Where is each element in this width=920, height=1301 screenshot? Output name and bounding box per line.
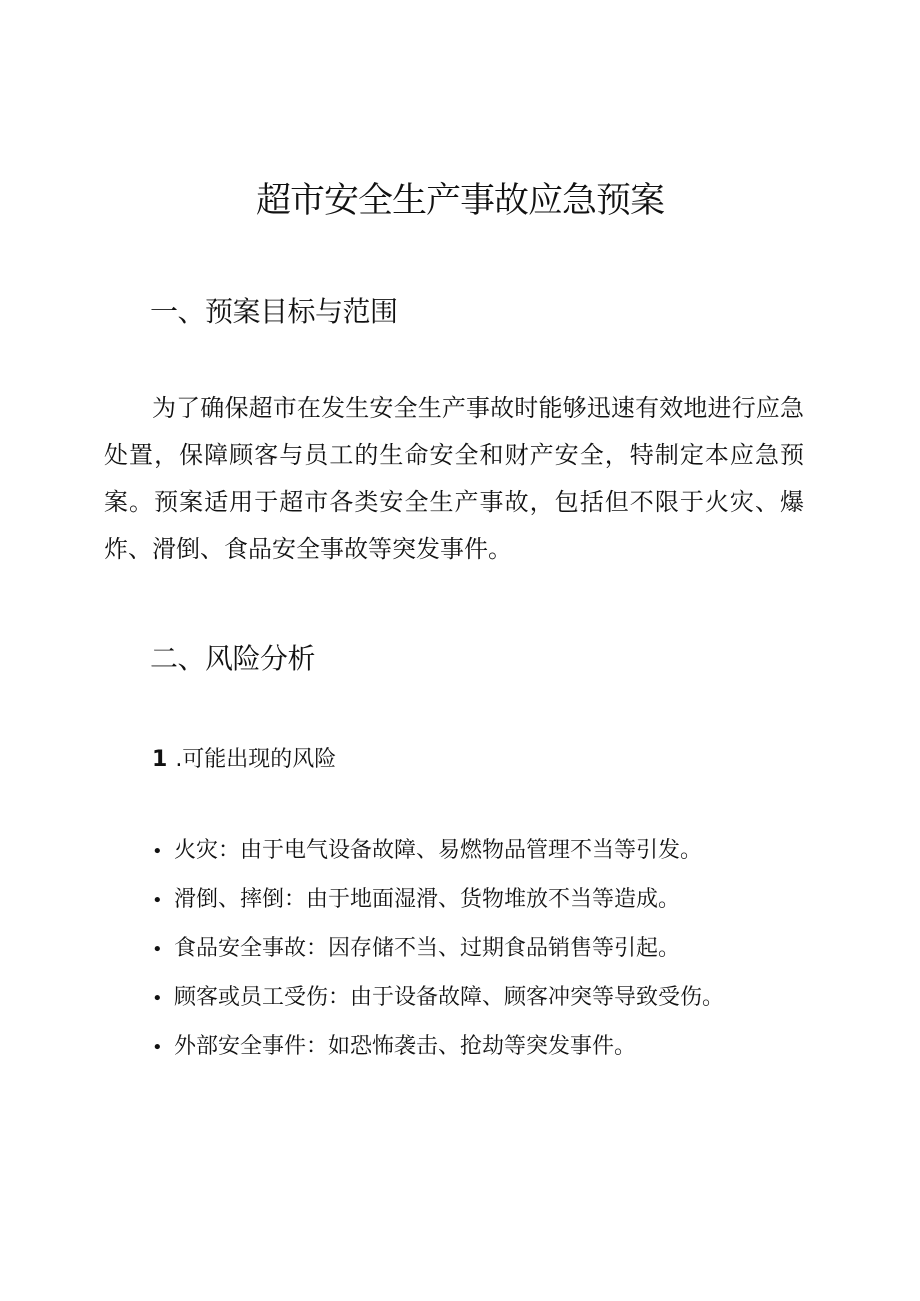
risk-item-text: 外部安全事件：如恐怖袭击、抢劫等突发事件。 bbox=[174, 1034, 637, 1059]
risk-item-text: 食品安全事故：因存储不当、过期食品销售等引起。 bbox=[174, 936, 681, 961]
list-item bbox=[152, 976, 724, 1025]
risk-item-text: 火灾：由于电气设备故障、易燃物品管理不当等引发。 bbox=[174, 838, 703, 863]
bullet-icon: • bbox=[152, 988, 163, 1009]
risk-list bbox=[152, 829, 724, 1074]
list-item bbox=[152, 829, 724, 878]
subheading-text: .可能出现的风险 bbox=[175, 747, 337, 772]
document-title: 超市安全生产事故应急预案 bbox=[255, 181, 664, 221]
subheading-number: 1 bbox=[152, 747, 168, 772]
list-item bbox=[152, 927, 724, 976]
risk-item-text: 顾客或员工受伤：由于设备故障、顾客冲突等导致受伤。 bbox=[174, 985, 725, 1010]
bullet-icon: • bbox=[152, 1037, 163, 1058]
list-item bbox=[152, 1025, 724, 1074]
risk-item-text: 滑倒、摔倒：由于地面湿滑、货物堆放不当等造成。 bbox=[174, 887, 681, 912]
list-item bbox=[152, 878, 724, 927]
subheading-possible-risks bbox=[152, 744, 336, 776]
bullet-icon: • bbox=[152, 890, 163, 911]
bullet-icon: • bbox=[152, 841, 163, 862]
scope-paragraph: 为了确保超市在发生安全生产事故时能够迅速有效地进行应急处置，保障顾客与员工的生命安全和财产安全，特制定本应急预案。预案适用于超市各类安全生产事故，包括但不限于火灾、爆炸、滑倒、食品安全事故等突发事件。 bbox=[104, 394, 804, 563]
bullet-icon: • bbox=[152, 939, 163, 960]
section-heading-risk-analysis: 二、风险分析 bbox=[150, 642, 316, 675]
section-heading-scope: 一、预案目标与范围 bbox=[150, 295, 398, 328]
